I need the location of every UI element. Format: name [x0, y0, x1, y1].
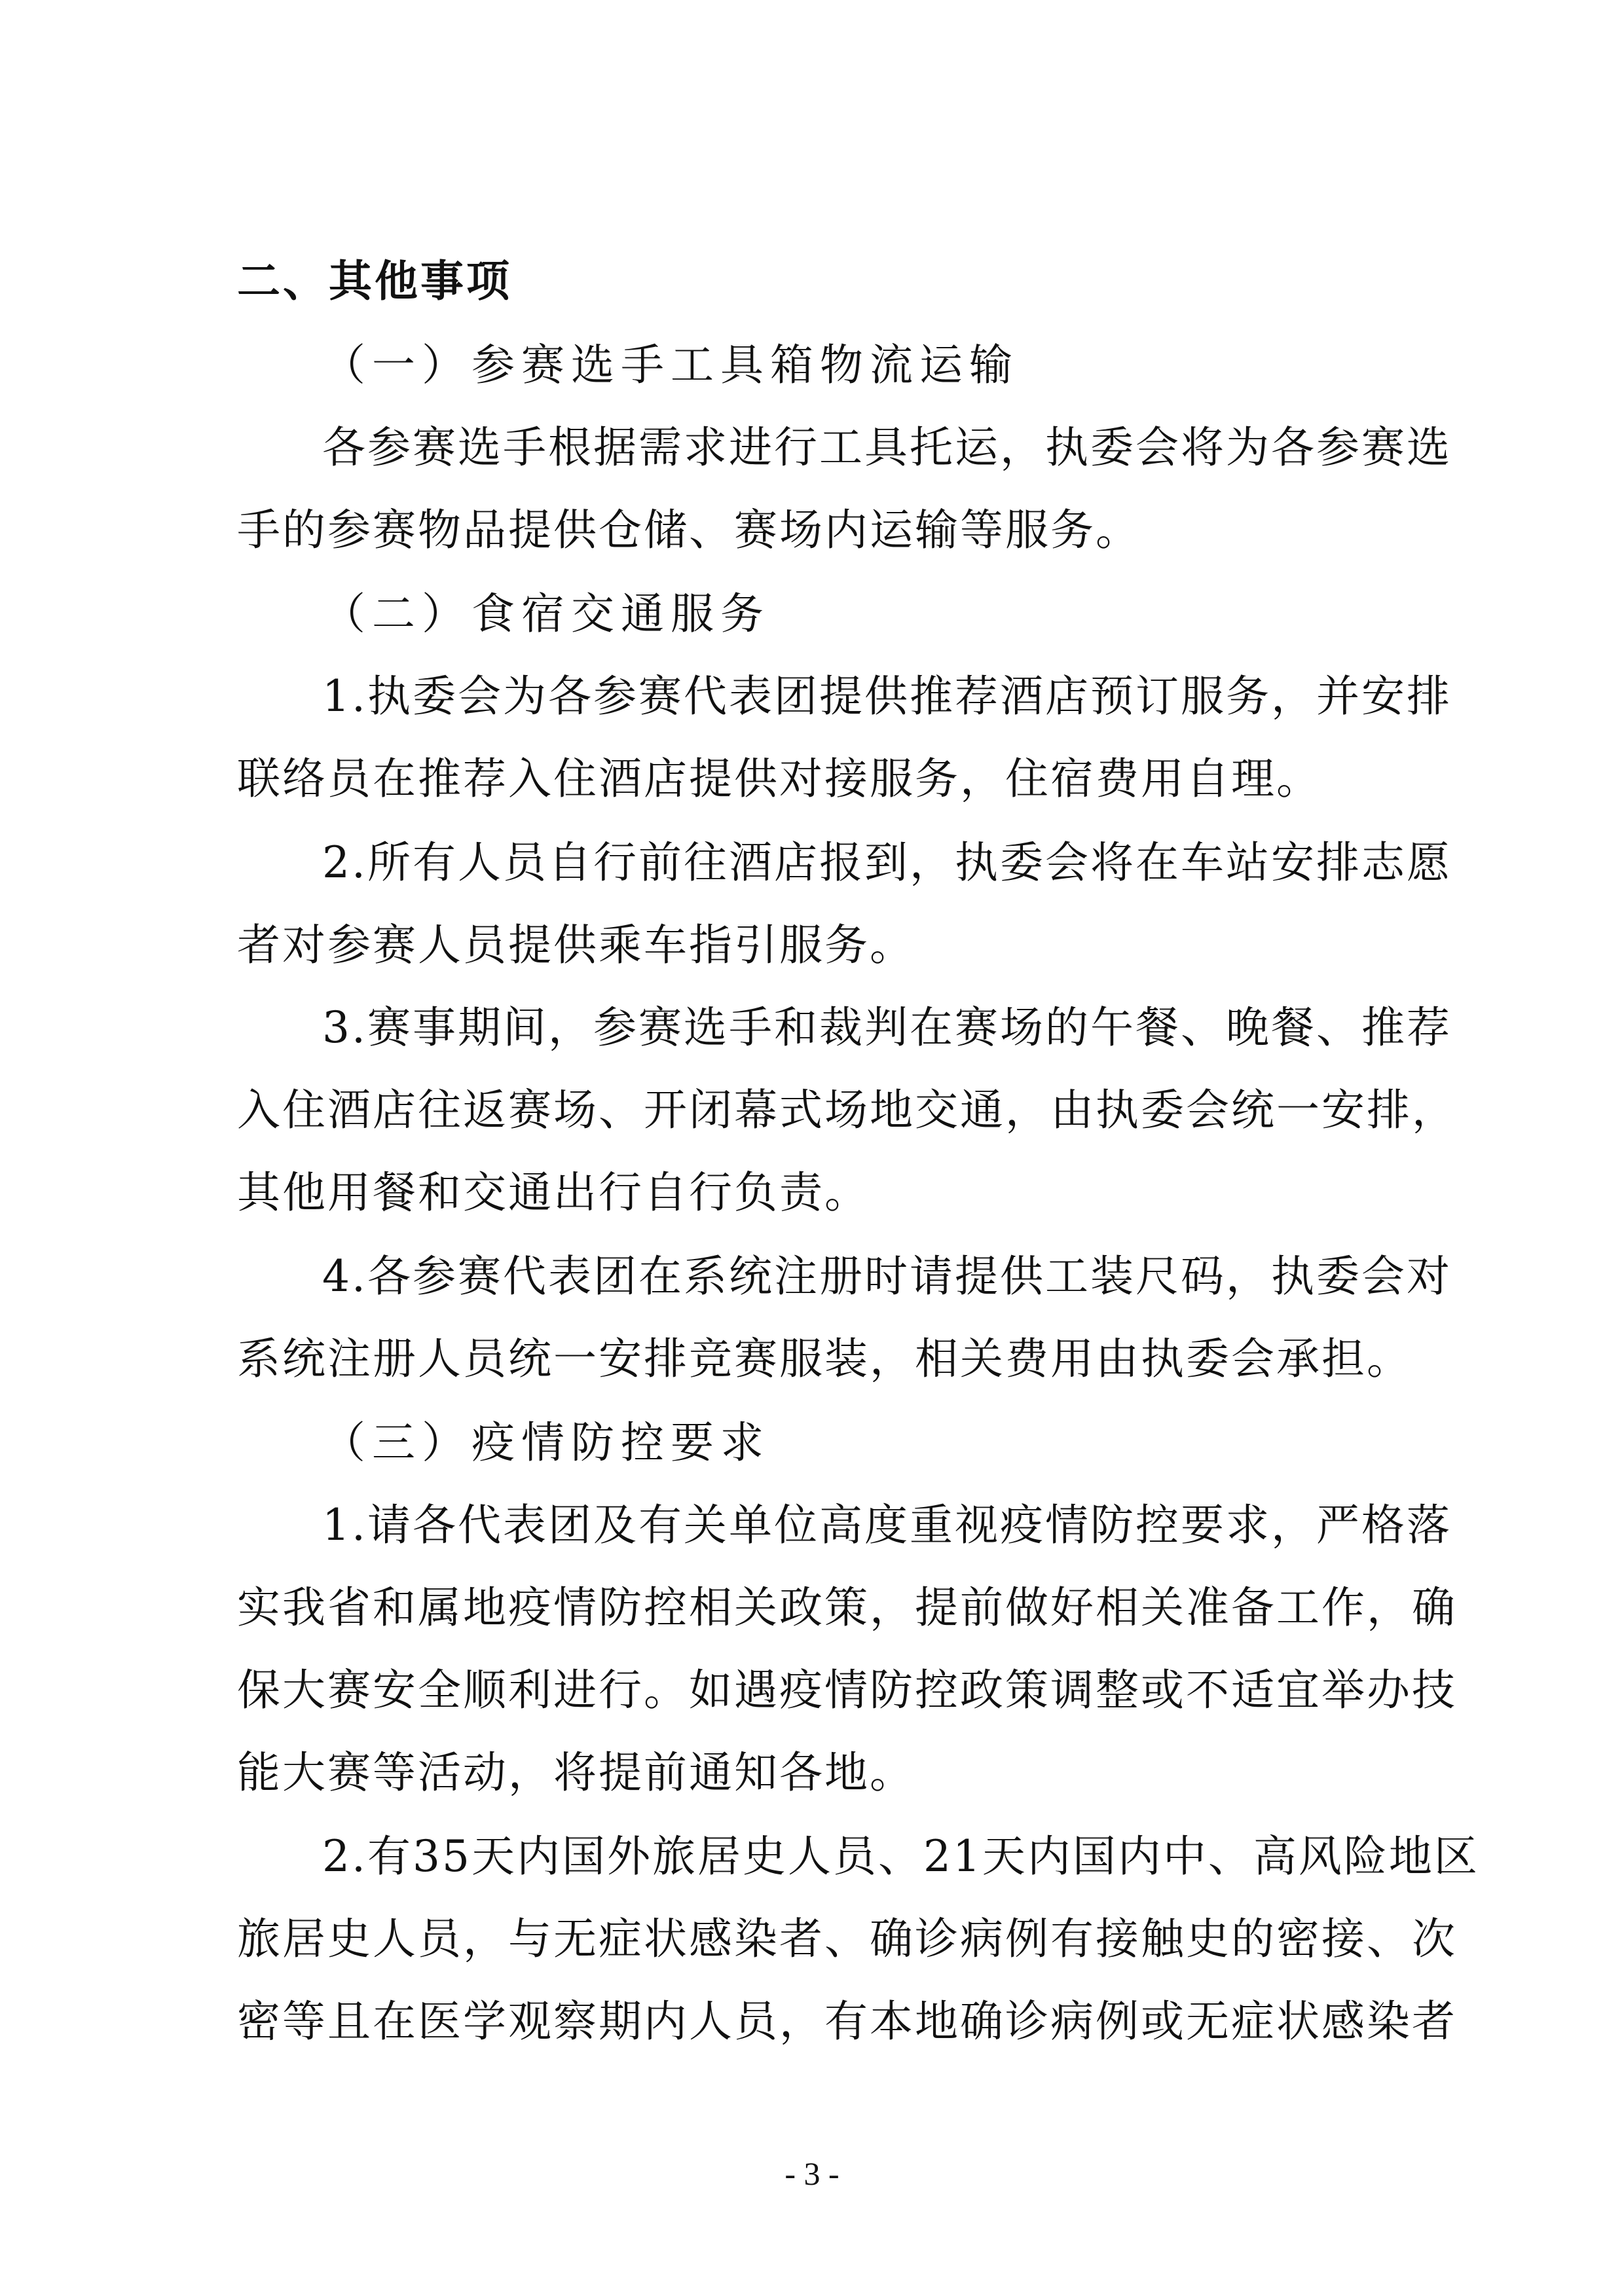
paragraph-line: 其他用餐和交通出行自行负责。	[237, 1167, 870, 1218]
subsection-heading-logistics: （一）参赛选手工具箱物流运输	[322, 340, 1019, 390]
paragraph-line: 2.所有人员自行前往酒店报到，执委会将在车站安排志愿	[322, 837, 1452, 888]
page-number: - 3 -	[784, 2155, 840, 2192]
paragraph-line: 各参赛选手根据需求进行工具托运，执委会将为各参赛选	[322, 422, 1452, 473]
paragraph-line: 3.赛事期间，参赛选手和裁判在赛场的午餐、晚餐、推荐	[322, 1002, 1452, 1053]
paragraph-line: 手的参赛物品提供仓储、赛场内运输等服务。	[237, 505, 1141, 555]
paragraph-line: 2.有35天内国外旅居史人员、21天内国内中、高风险地区	[322, 1831, 1479, 1882]
paragraph-line: 联络员在推荐入住酒店提供对接服务，住宿费用自理。	[237, 754, 1321, 804]
subsection-heading-epidemic: （三）疫情防控要求	[322, 1417, 770, 1468]
paragraph-line: 实我省和属地疫情防控相关政策，提前做好相关准备工作，确	[237, 1582, 1457, 1633]
subsection-heading-accommodation: （二）食宿交通服务	[322, 589, 770, 639]
paragraph-line: 者对参赛人员提供乘车指引服务。	[237, 920, 915, 970]
section-title: 二、其他事项	[237, 256, 512, 306]
paragraph-line: 保大赛安全顺利进行。如遇疫情防控政策调整或不适宜举办技	[237, 1665, 1457, 1715]
paragraph-line: 4.各参赛代表团在系统注册时请提供工装尺码，执委会对	[322, 1251, 1452, 1302]
paragraph-line: 密等且在医学观察期内人员，有本地确诊病例或无症状感染者	[237, 1996, 1457, 2047]
paragraph-line: 1.请各代表团及有关单位高度重视疫情防控要求，严格落	[322, 1500, 1452, 1550]
paragraph-line: 系统注册人员统一安排竞赛服装，相关费用由执委会承担。	[237, 1334, 1412, 1384]
paragraph-line: 入住酒店往返赛场、开闭幕式场地交通，由执委会统一安排，	[237, 1085, 1457, 1135]
paragraph-line: 能大赛等活动，将提前通知各地。	[237, 1747, 915, 1798]
paragraph-line: 旅居史人员，与无症状感染者、确诊病例有接触史的密接、次	[237, 1914, 1457, 1964]
paragraph-line: 1.执委会为各参赛代表团提供推荐酒店预订服务，并安排	[322, 671, 1452, 721]
